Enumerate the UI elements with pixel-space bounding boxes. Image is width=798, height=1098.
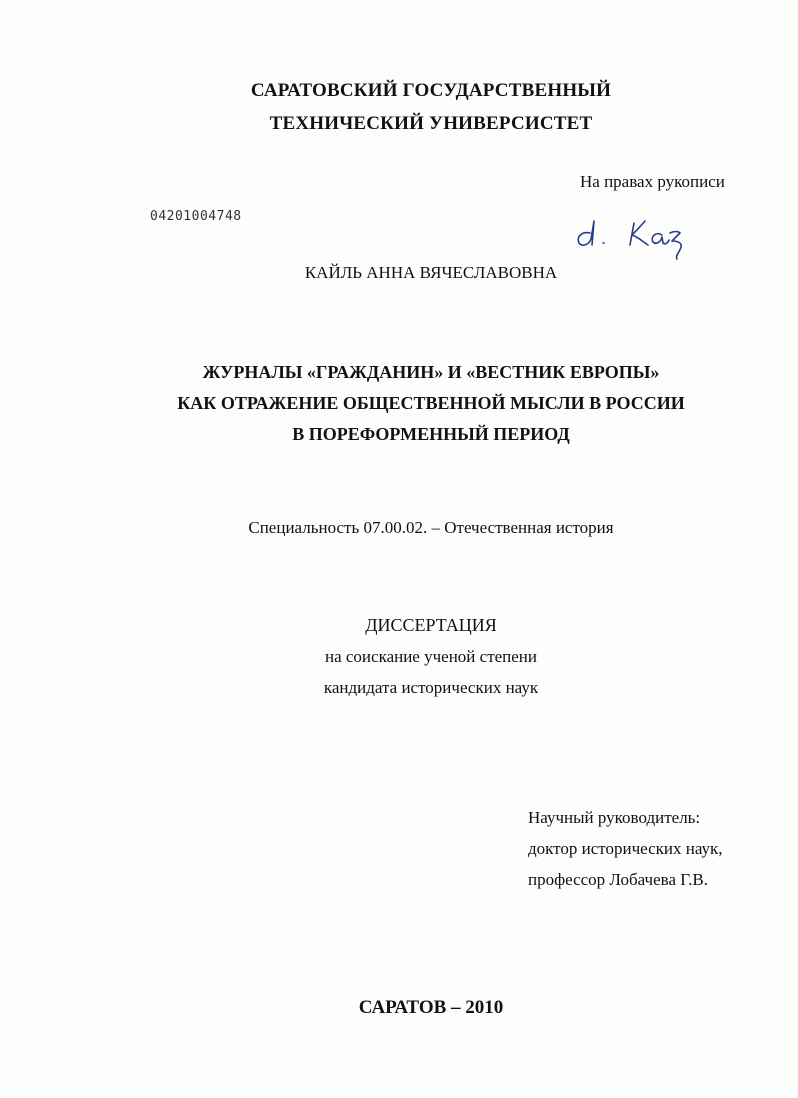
specialty: Специальность 07.00.02. – Отечественная история (248, 518, 614, 537)
supervisor-name: профессор Лобачева Г.В. (528, 870, 708, 889)
supervisor-label: Научный руководитель: (528, 808, 701, 827)
supervisor-block (528, 802, 723, 895)
rights-note: На правах рукописи (580, 172, 725, 191)
dissertation-purpose: на соискание ученой степени (324, 647, 538, 666)
university-line-2: ТЕХНИЧЕСКИЙ УНИВЕРСИСТЕТ (269, 113, 593, 134)
university-line-1: САРАТОВСКИЙ ГОСУДАРСТВЕННЫЙ (250, 80, 612, 101)
university-header (0, 74, 798, 140)
catalog-number: 04201004748 (150, 209, 242, 224)
dissertation-title (0, 357, 798, 450)
title-line-2: КАК ОТРАЖЕНИЕ ОБЩЕСТВЕННОЙ МЫСЛИ В РОССИИ (177, 393, 685, 413)
city-year: САРАТОВ – 2010 (358, 997, 504, 1018)
handwritten-signature (570, 205, 700, 260)
dissertation-degree: кандидата исторических наук (323, 678, 539, 697)
dissertation-block (0, 610, 798, 703)
title-line-1: ЖУРНАЛЫ «ГРАЖДАНИН» И «ВЕСТНИК ЕВРОПЫ» (202, 362, 660, 382)
author-name: КАЙЛЬ АННА ВЯЧЕСЛАВОВНА (304, 263, 558, 282)
title-line-3: В ПОРЕФОРМЕННЫЙ ПЕРИОД (292, 424, 570, 444)
dissertation-heading: ДИССЕРТАЦИЯ (365, 615, 497, 635)
supervisor-degree: доктор исторических наук, (528, 839, 723, 858)
